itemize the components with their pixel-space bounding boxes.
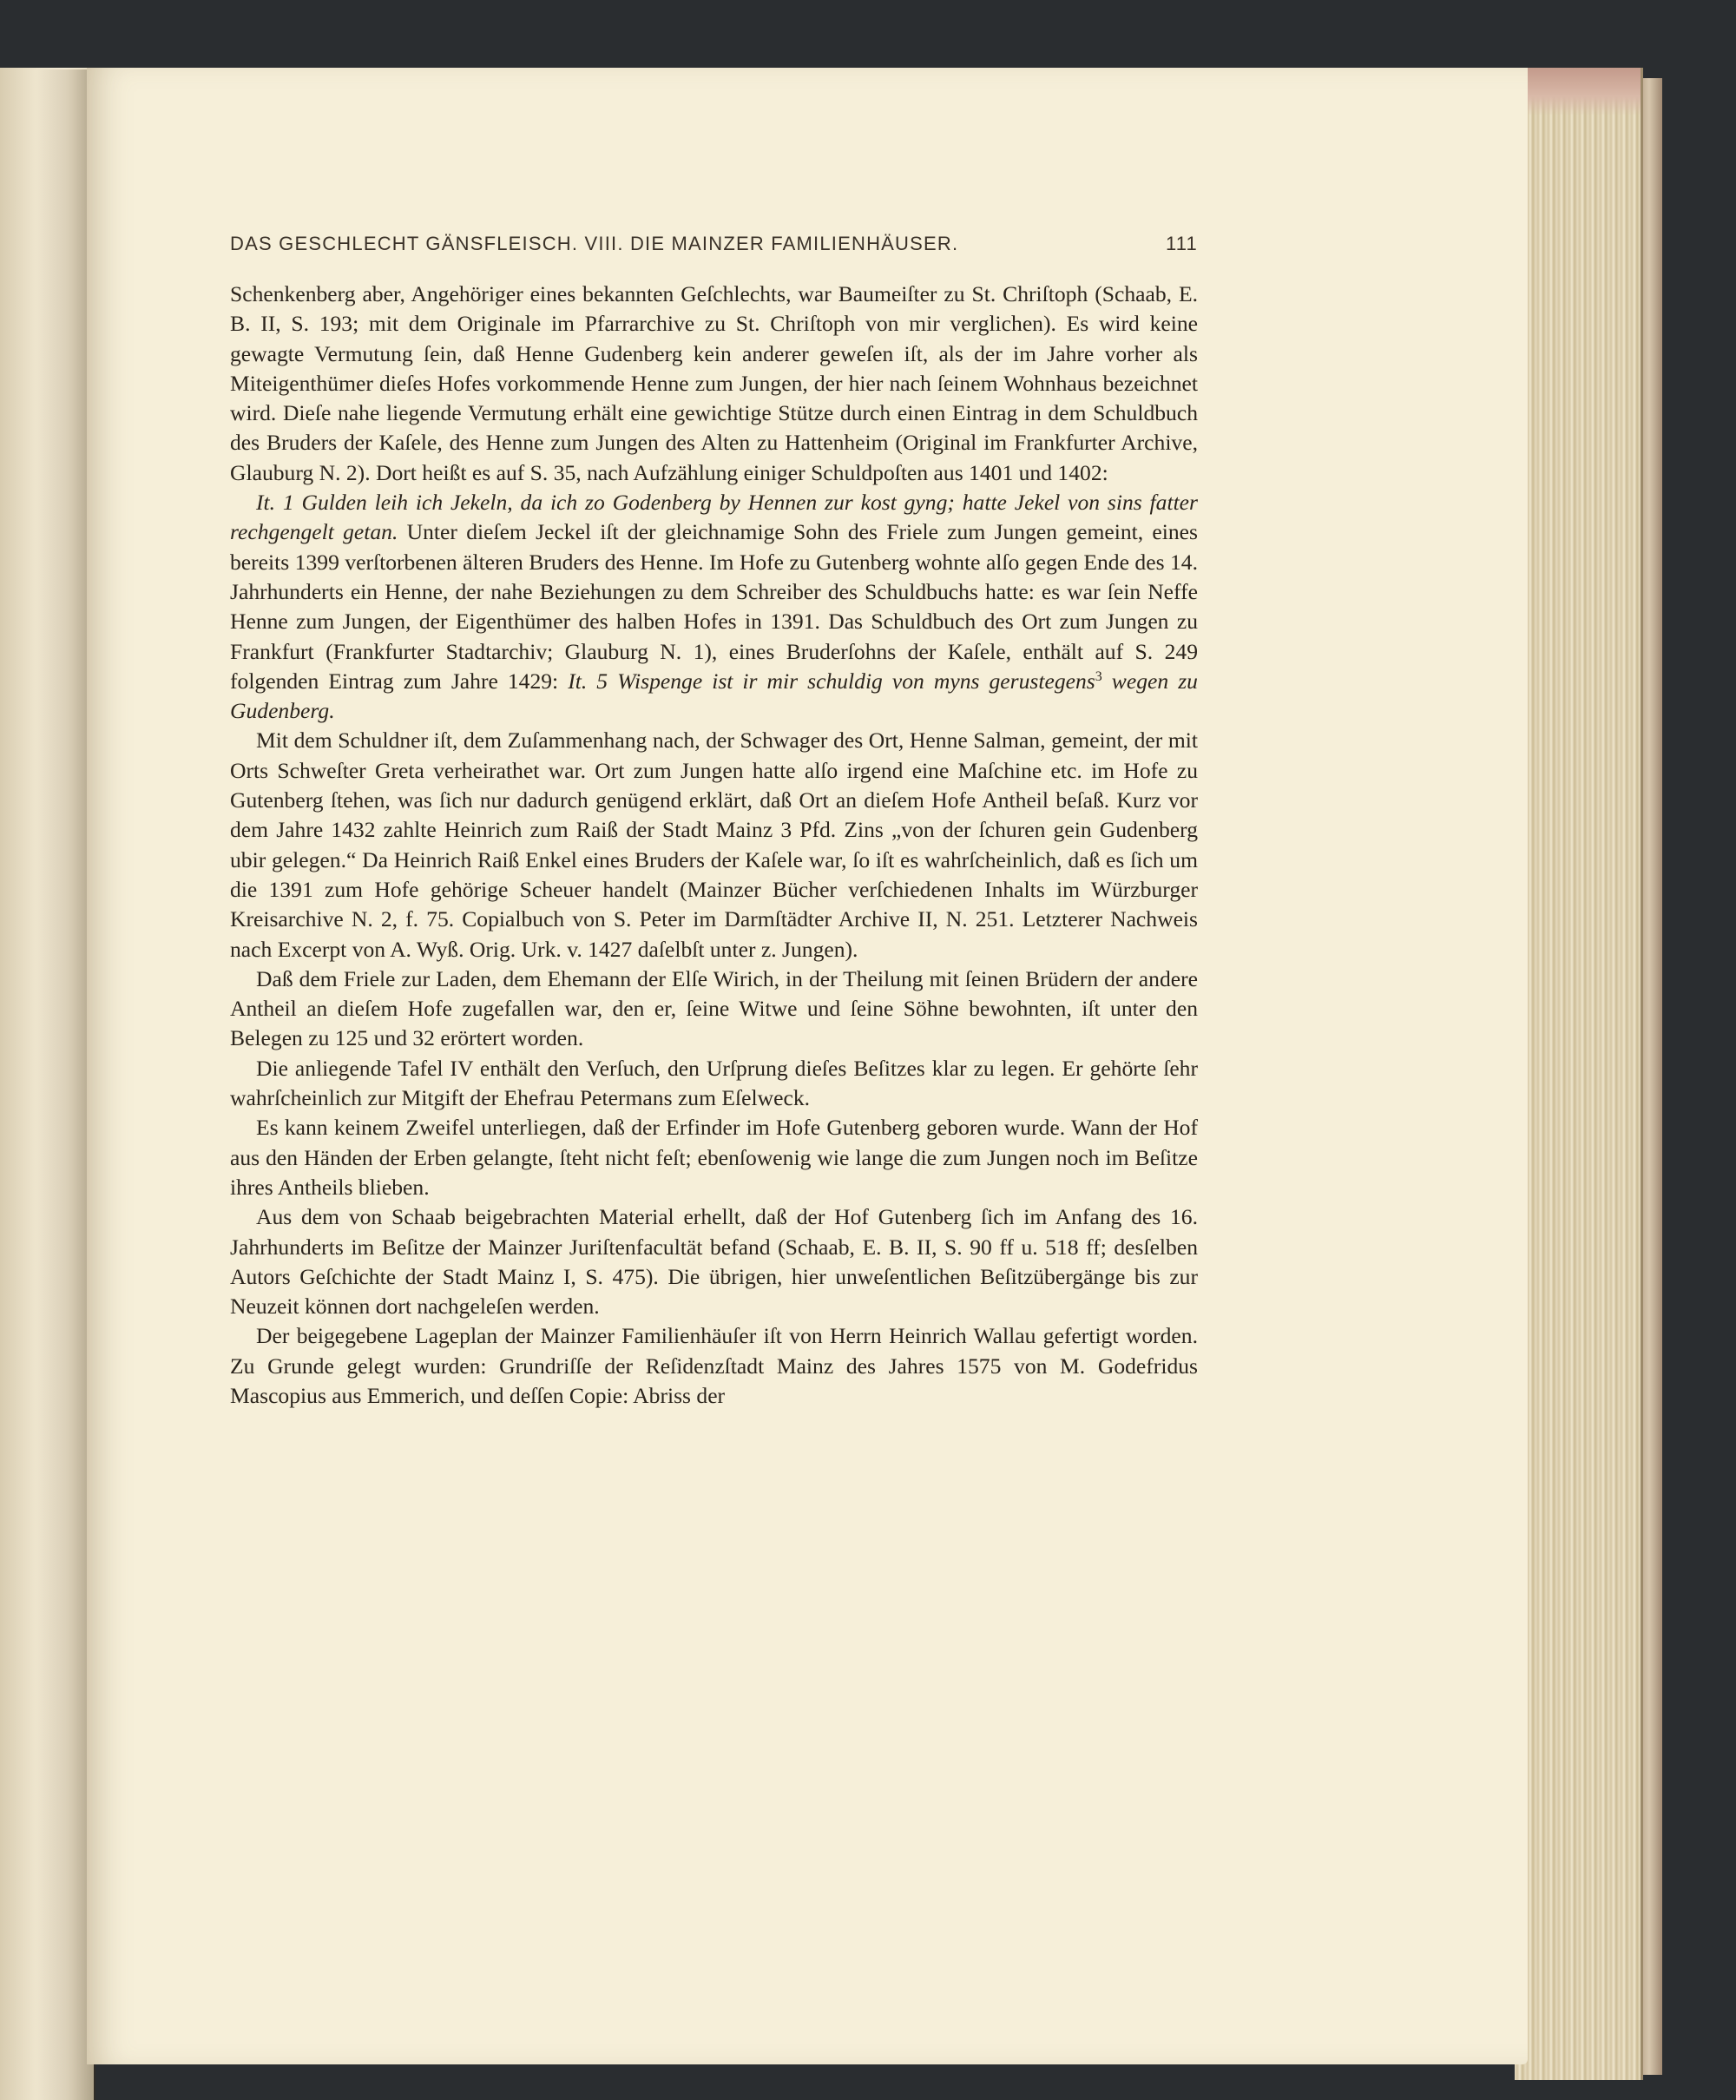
paragraph-7	[230, 1202, 1198, 1321]
paragraph-text: Mit dem Schuldner iſt, dem Zuſammenhang nach, der Schwager des Ort, Henne Salman, gemeint, der mit Orts Schweſter Greta verheirathet war. Ort zum Jungen hatte alſo irgend eine Maſchine etc. im Hofe zu Gutenberg ſtehen, was ſich nur dadurch genügend erklärt, daß Ort an dieſem Hofe Antheil beſaß. Kurz vor dem Jahre 1432 zahlte Heinrich zum Raiß der Stadt Mainz 3 Pfd. Zins „von der ſchuren gein Gudenberg ubir gelegen.“ Da Heinrich Raiß Enkel eines Bruders der Kaſele war, ſo iſt es wahrſcheinlich, daß es ſich um die 1391 zum Hofe gehörige Scheuer handelt (Mainzer Bücher verſchiedenen Inhalts im Würzburger Kreisarchive N. 2, f. 75. Copialbuch von S. Peter im Darmſtädter Archive II, N. 251. Letzterer Nachweis nach Excerpt von A. Wyß. Orig. Urk. v. 1427 daſelbſt unter z. Jungen).	[230, 727, 1198, 962]
page-number: 111	[1165, 233, 1198, 254]
running-head	[230, 226, 1198, 260]
quote-italic: It. 1 Gulden leih ich Jekeln, da ich zo Godenberg by Hennen zur kost gyng; hatte Jekel von sins fatter rechgengelt getan.	[230, 490, 1198, 545]
footnote-marker: 3	[1095, 668, 1102, 684]
paragraph-text: Die anliegende Tafel IV enthält den Verſuch, den Urſprung dieſes Beſitzes klar zu legen. Er gehörte ſehr wahrſcheinlich zur Mitgift der Ehefrau Petermans zum Eſelweck.	[230, 1055, 1198, 1111]
paragraph-6	[230, 1113, 1198, 1202]
running-head-title: DAS GESCHLECHT GÄNSFLEISCH. VIII. DIE MAINZER FAMILIENHÄUSER.	[230, 233, 959, 254]
page-edges-top-tint	[1515, 68, 1641, 115]
paragraph-2	[230, 488, 1198, 726]
paragraph-text: Es kann keinem Zweifel unterliegen, daß der Erfinder im Hofe Gutenberg geboren wurde. Wann der Hof aus den Händen der Erben gelangte, ſteht nicht feſt; ebenſowenig wie lange die zum Jungen noch im Beſitze ihres Antheils blieben.	[230, 1115, 1198, 1200]
page-edges-stack	[1515, 68, 1643, 2080]
paragraph-text: Schenkenberg aber, Angehöriger eines bekannten Geſchlechts, war Baumeiſter zu St. Chriſtoph (Schaab, E. B. II, S. 193; mit dem Originale im Pfarrarchive zu St. Chriſtoph von mir verglichen). Es wird keine gewagte Vermutung ſein, daß Henne Gudenberg kein anderer geweſen iſt, als der im Jahre vorher als Miteigenthümer dieſes Hofes vorkommende Henne zum Jungen, der hier nach ſeinem Wohnhaus bezeichnet wird. Dieſe nahe liegende Vermutung erhält eine gewichtige Stütze durch einen Eintrag in dem Schuldbuch des Bruders der Kaſele, des Henne zum Jungen des Alten zu Hattenheim (Original im Frankfurter Archive, Glauburg N. 2). Dort heißt es auf S. 35, nach Aufzählung einiger Schuldpoſten aus 1401 und 1402:	[230, 281, 1198, 485]
paragraph-text: Unter dieſem Jeckel iſt der gleichnamige Sohn des Friele zum Jungen gemeint, eines bereits 1399 verſtorbenen älteren Bruders des Henne. Im Hofe zu Gutenberg wohnte alſo gegen Ende des 14. Jahrhunderts ein Henne, der nahe Beziehungen zu dem Schreiber des Schuldbuchs hatte: es war ſein Neffe Henne zum Jungen, der Eigenthümer des halben Hofes in 1391. Das Schuldbuch des Ort zum Jungen zu Frankfurt (Frankfurter Stadtarchiv; Glauburg N. 1), eines Bruderſohns der Kaſele, enthält auf S. 249 folgenden Eintrag zum Jahre 1429:	[230, 519, 1198, 694]
quote-italic-3: wegen zu Gudenberg.	[230, 668, 1198, 724]
paragraph-text: Aus dem von Schaab beigebrachten Material erhellt, daß der Hof Gutenberg ſich im Anfang des 16. Jahrhunderts im Beſitze der Mainzer Juriſtenfacultät befand (Schaab, E. B. II, S. 90 ff u. 518 ff; desſelben Autors Geſchichte der Stadt Mainz I, S. 475). Die übrigen, hier unweſentlichen Beſitzübergänge bis zur Neuzeit können dort nachgeleſen werden.	[230, 1204, 1198, 1320]
body-text	[230, 280, 1198, 1411]
paragraph-text: Der beigegebene Lageplan der Mainzer Familienhäuſer iſt von Herrn Heinrich Wallau gefertigt worden. Zu Grunde gelegt wurden: Grundriſſe der Reſidenzſtadt Mainz des Jahres 1575 von M. Godefridus Mascopius aus Emmerich, und deſſen Copie: Abriss der	[230, 1323, 1198, 1408]
paragraph-3	[230, 726, 1198, 964]
paragraph-4	[230, 964, 1198, 1054]
page-content	[230, 226, 1198, 1411]
paragraph-1	[230, 280, 1198, 488]
paragraph-text: Daß dem Friele zur Laden, dem Ehemann der Elſe Wirich, in der Theilung mit ſeinen Brüdern der andere Antheil an dieſem Hofe zugefallen war, den er, ſeine Witwe und ſeine Söhne bewohnten, iſt unter den Belegen zu 125 und 32 erörtert worden.	[230, 965, 1198, 1051]
paragraph-5	[230, 1054, 1198, 1114]
paragraph-8	[230, 1321, 1198, 1411]
quote-italic-2: It. 5 Wispenge ist ir mir schuldig von myns gerustegens	[568, 668, 1095, 694]
